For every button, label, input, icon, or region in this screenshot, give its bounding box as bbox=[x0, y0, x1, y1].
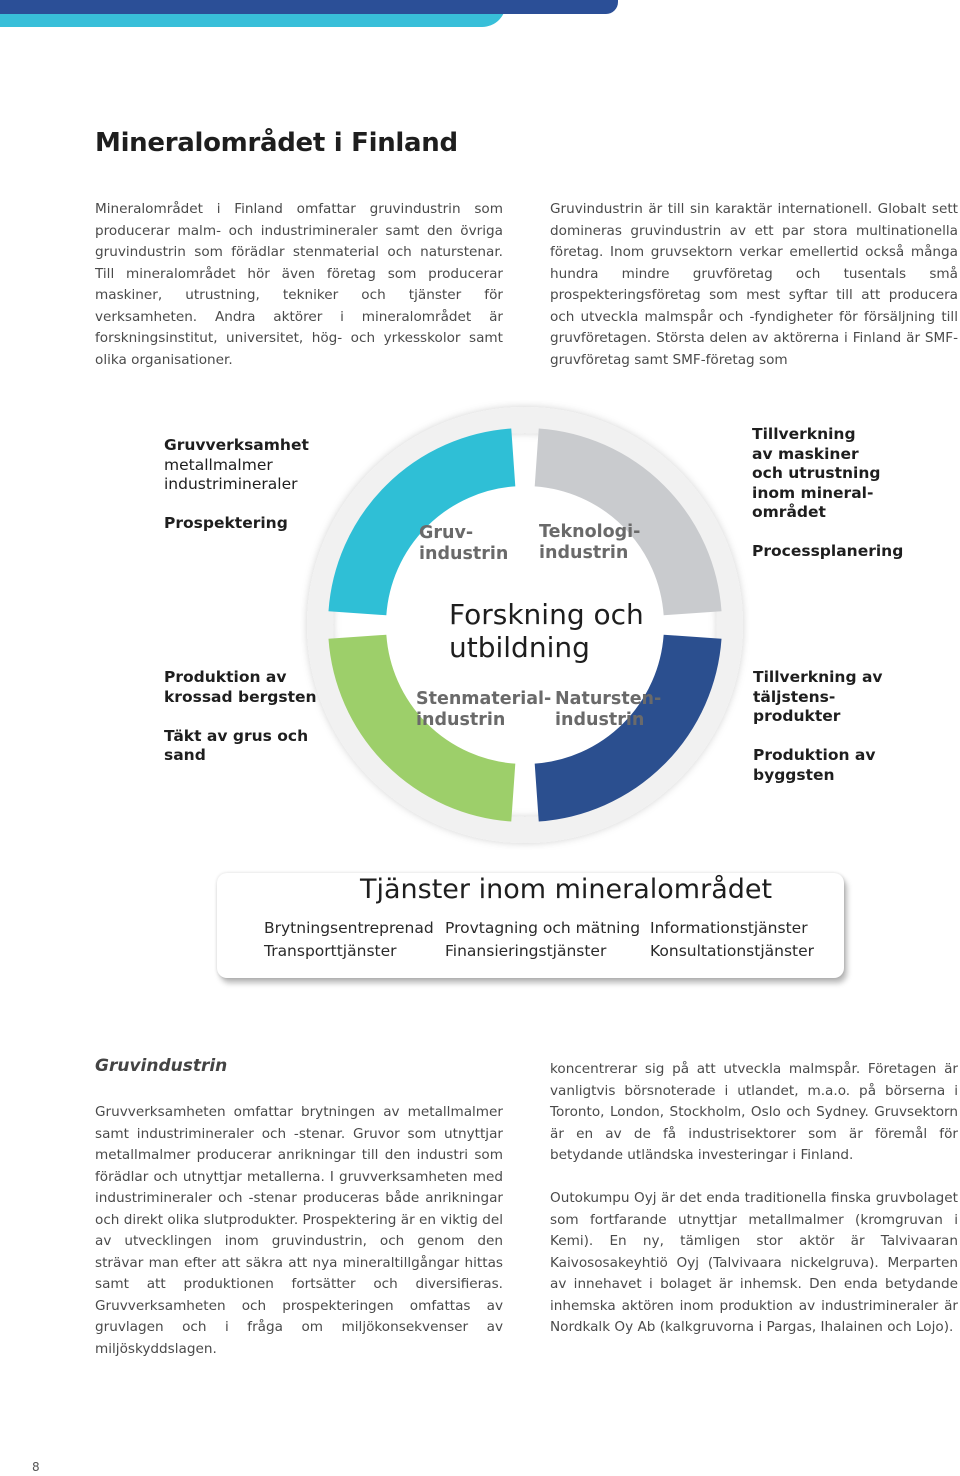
label-top-left bbox=[164, 436, 309, 534]
center-label bbox=[449, 598, 644, 664]
service-item: Finansieringstjänster bbox=[445, 942, 607, 960]
header-accent-blue bbox=[0, 0, 618, 14]
label-line: metallmalmer bbox=[164, 455, 273, 474]
label-heading: Gruvverksamhet bbox=[164, 436, 309, 454]
segment-label-teknologiindustrin bbox=[539, 522, 640, 564]
service-item: Provtagning och mätning bbox=[445, 919, 641, 937]
service-item: Konsultationstjänster bbox=[650, 942, 815, 960]
label-heading: krossad bergsten bbox=[164, 687, 317, 706]
label-heading: Prospektering bbox=[164, 514, 288, 532]
label-heading: området bbox=[752, 503, 826, 521]
service-item: Brytningsentreprenad bbox=[264, 919, 434, 937]
label-bottom-right bbox=[753, 668, 960, 785]
label-heading: och utrustning bbox=[752, 464, 881, 482]
label-heading: Tillverkning bbox=[752, 425, 856, 443]
segment-label-line: Gruv- bbox=[419, 523, 474, 543]
center-label-line: utbildning bbox=[449, 631, 590, 664]
intro-right-column bbox=[550, 199, 958, 371]
intro-right-paragraph: Gruvindustrin är till sin karaktär internationell. Globalt sett domineras gruvindustrin av ett par stora multinationella företag. Inom gruvsektorn verkar emellertid också många hundra mindre gruvföretag och tusentals små prospekteringsföretag som mest syftar till att producera och utveckla malmspår och -fyndigheter för försäljning till gruvföretagen. Största delen av aktörerna i Finland är SMF-gruvföretag samt SMF-företag som bbox=[550, 201, 958, 368]
segment-label-line: industrin bbox=[555, 710, 645, 730]
section-title: Gruvindustrin bbox=[95, 1056, 228, 1076]
service-item: Transporttjänster bbox=[264, 942, 397, 960]
page-title: Mineralområdet i Finland bbox=[95, 128, 458, 158]
segment-label-naturstenindustrin bbox=[555, 689, 661, 731]
label-heading: Produktion av bbox=[164, 668, 287, 686]
intro-left-column bbox=[95, 199, 503, 371]
label-heading: produkter bbox=[753, 707, 841, 725]
segment-label-stenmaterialindustrin bbox=[416, 689, 551, 731]
label-top-right bbox=[752, 425, 903, 562]
segment-label-line: Teknologi- bbox=[539, 522, 641, 542]
label-heading: Täkt av grus och bbox=[164, 726, 309, 745]
segment-label-gruvindustrin bbox=[419, 523, 508, 565]
body-right-column bbox=[550, 1059, 958, 1339]
body-left-column bbox=[95, 1102, 503, 1360]
service-item: Informationstjänster bbox=[650, 919, 808, 937]
label-heading: Processplanering bbox=[752, 542, 904, 560]
center-label-line: Forskning och bbox=[449, 598, 644, 631]
label-heading: av maskiner bbox=[752, 444, 859, 463]
page-number: 8 bbox=[32, 1460, 40, 1474]
body-right-paragraph: Outokumpu Oyj är det enda traditionella finska gruvbolaget som fortfarande utnyttjar metallmalmer (kromgruvan i Kemi). En ny, tämligen stor aktör är Talvivaaran Kaivososakeyhtiö Oyj (Talvivaara nickelgruva). Merparten av innehavet i bolaget är inhemsk. Den enda betydande inhemska aktören inom produktion av industrimineraler är Nordkalk Oy Ab (kalkgruvorna i Pargas, Ihalainen och Lojo). bbox=[550, 1190, 958, 1335]
services-title: Tjänster inom mineralområdet bbox=[360, 874, 773, 905]
body-left-paragraph: Gruvverksamheten omfattar brytningen av metallmalmer samt industrimineraler och -stenar. Gruvor som utnyttjar metallmalmer producerar anrikningar till den industri som förädlar och utnyttjar metallerna. I gruvverksamheten med industrimineraler och -stenar produceras både anrikningar och direkt olika slutprodukter. Prospektering är en viktig del av utvecklingen inom gruvindustrin, och genom den strävar man efter att säkra att nya mineraltillgångar hittas samt att produktionen fortsätter och diversifieras. Gruvverksamheten och prospekteringen omfattas av gruvlagen och i fråga om miljökonsekvenser av miljöskyddslagen. bbox=[95, 1104, 503, 1357]
label-heading: sand bbox=[164, 746, 206, 764]
label-bottom-left bbox=[164, 668, 317, 766]
label-heading: Tillverkning av täljstens- bbox=[753, 668, 883, 706]
segment-label-line: industrin bbox=[416, 710, 506, 730]
label-heading: Produktion av byggsten bbox=[753, 746, 876, 784]
segment-label-line: Stenmaterial- bbox=[416, 689, 552, 709]
intro-left-paragraph: Mineralområdet i Finland omfattar gruvindustrin som producerar malm- och industrimineraler samt den övriga gruvindustrin som förädlar stenmaterial och naturstenar. Till mineralområdet hör även företag som producerar maskiner, utrustning, tekniker och tjänster för verksamheten. Andra aktörer i mineralområdet är forskningsinstitut, universitet, hög- och yrkesskolor samt olika organisationer. bbox=[95, 201, 503, 368]
segment-label-line: industrin bbox=[419, 544, 509, 564]
body-right-paragraph: koncentrerar sig på att utveckla malmspår. Företagen är vanligtvis börsnoterade i utlandet, m.a.o. på börserna i Toronto, London, Stockholm, Oslo och Sydney. Gruvsektorn är en av de få industrisektorer som är föremål för betydande utländska investeringar i Finland. bbox=[550, 1061, 958, 1163]
label-line: industrimineraler bbox=[164, 475, 298, 493]
segment-label-line: Natursten- bbox=[555, 689, 662, 709]
label-heading: inom mineral- bbox=[752, 483, 874, 502]
segment-label-line: industrin bbox=[539, 543, 629, 563]
